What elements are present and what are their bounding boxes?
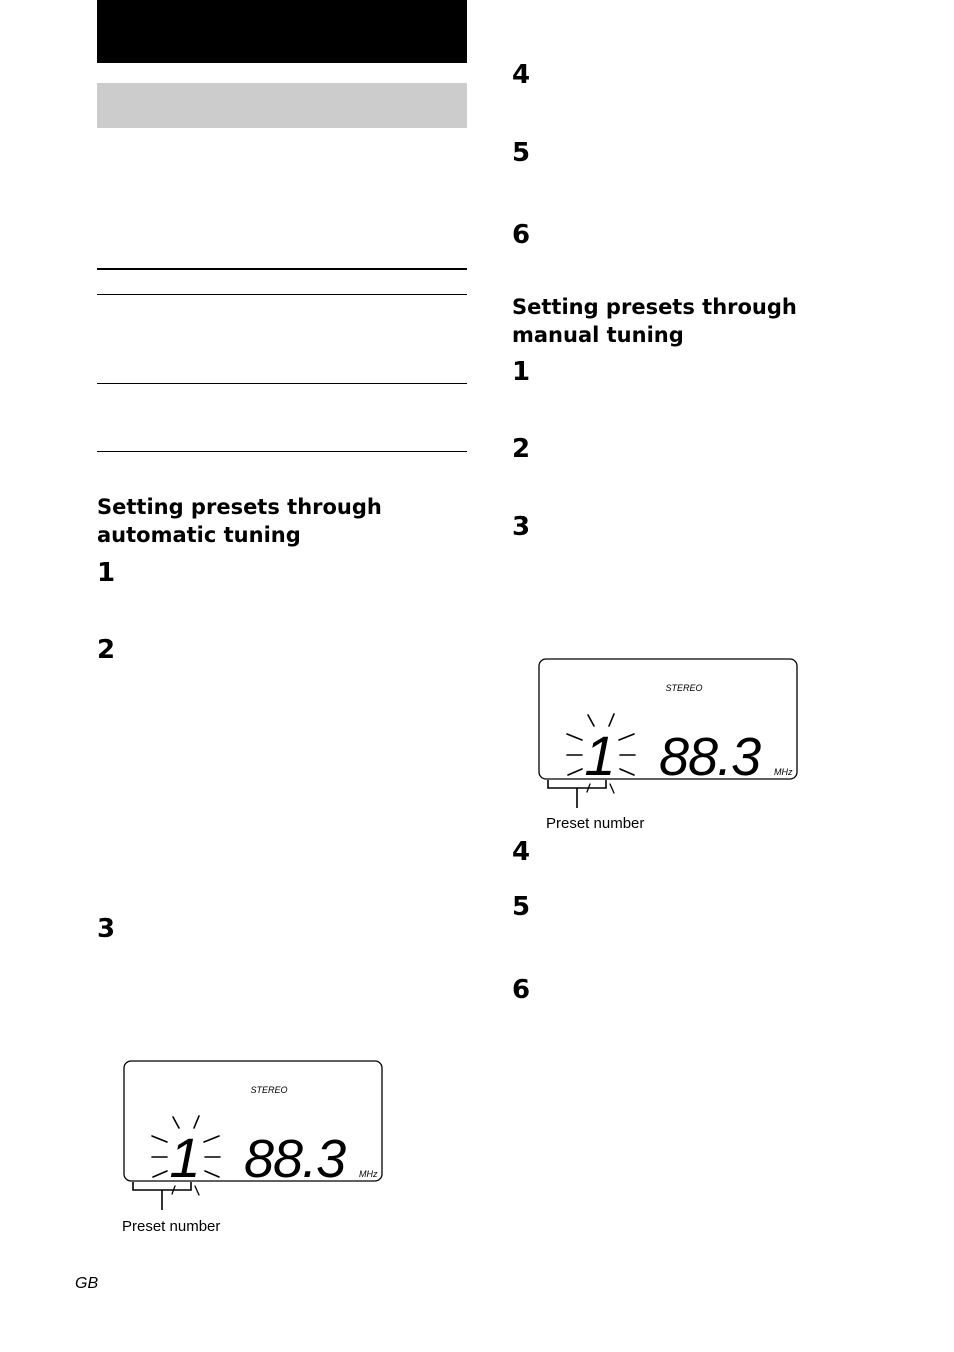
step-number: 1 <box>512 357 531 387</box>
stereo-indicator: STEREO <box>665 683 703 693</box>
step-number: 3 <box>97 914 116 944</box>
step-number: 6 <box>512 220 531 250</box>
heading-line: Setting presets through <box>512 295 797 319</box>
frequency-readout: 88.3 <box>659 727 761 787</box>
page-footer-code: GB <box>75 1275 99 1292</box>
preset-number-caption: Preset number <box>546 815 645 832</box>
frequency-readout: 88.3 <box>244 1129 346 1189</box>
lcd-display <box>538 658 800 808</box>
table-rule <box>97 294 467 295</box>
lcd-display-illustration <box>538 658 800 808</box>
lcd-display <box>123 1060 385 1210</box>
step-number: 2 <box>512 434 531 464</box>
step-number: 4 <box>512 60 531 90</box>
step-number: 2 <box>97 635 116 665</box>
preset-digit: 1 <box>169 1126 201 1189</box>
automatic-tuning-heading <box>97 493 467 549</box>
step-number: 5 <box>512 892 531 922</box>
step-number: 4 <box>512 837 531 867</box>
header-black-bar <box>97 0 467 63</box>
heading-line: manual tuning <box>512 323 684 347</box>
table-rule-bottom <box>97 451 467 452</box>
step-number: 5 <box>512 138 531 168</box>
unit-label: MHz <box>359 1169 378 1179</box>
table-rule <box>97 383 467 384</box>
heading-line: Setting presets through <box>97 495 382 519</box>
step-number: 6 <box>512 975 531 1005</box>
unit-label: MHz <box>774 767 793 777</box>
header-grey-bar <box>97 83 467 128</box>
manual-tuning-heading <box>512 293 912 349</box>
step-number: 1 <box>97 558 116 588</box>
table-rule-top <box>97 268 467 270</box>
preset-number-caption: Preset number <box>122 1218 221 1235</box>
preset-digit: 1 <box>584 724 616 787</box>
heading-line: automatic tuning <box>97 523 301 547</box>
stereo-indicator: STEREO <box>250 1085 288 1095</box>
lcd-display-illustration <box>123 1060 385 1210</box>
step-number: 3 <box>512 512 531 542</box>
